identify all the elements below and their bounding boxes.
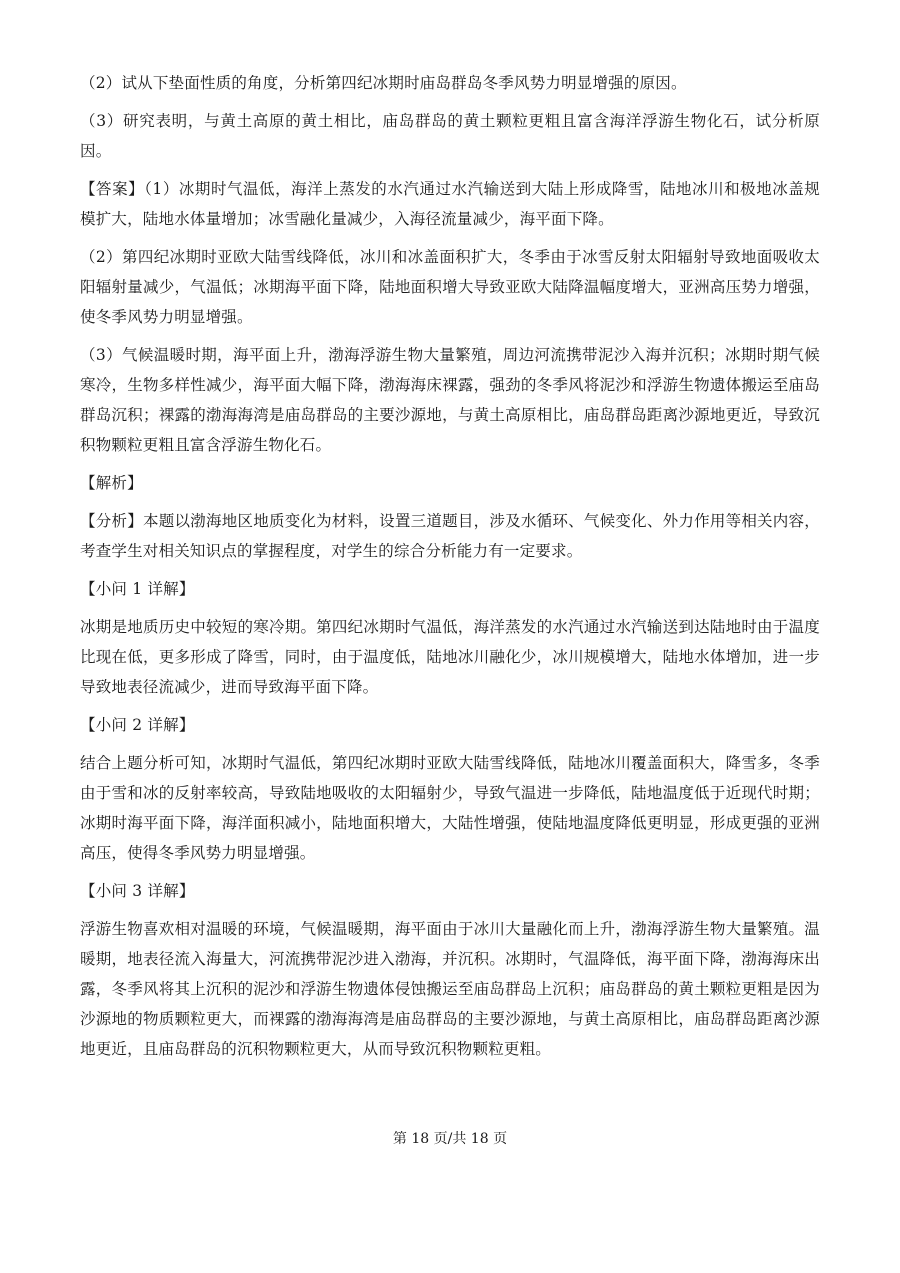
page-footer: 第 18 页/共 18 页 [392, 1131, 508, 1147]
answer-3: （3）气候温暖时期，海平面上升，渤海浮游生物大量繁殖，周边河流携带泥沙入海并沉积；冰期时期气候寒冷，生物多样性减少，海平面大幅下降，渤海海床裸露，强劲的冬季风将泥沙和浮游生物遗体搬运至庙岛群岛沉积；裸露的渤海海湾是庙岛群岛的主要沙源地，与黄土高原相比，庙岛群岛距离沙源地更近，导致沉积物颗粒更粗且富含浮游生物化石。 [80, 346, 820, 454]
detail-3-text: 浮游生物喜欢相对温暖的环境，气候温暖期，海平面由于冰川大量融化而上升，渤海浮游生物大量繁殖。温暖期，地表径流入海量大，河流携带泥沙进入渤海，并沉积。冰期时，气温降低，海平面下降，渤海海床出露，冬季风将其上沉积的泥沙和浮游生物遗体侵蚀搬运至庙岛群岛上沉积；庙岛群岛的黄土颗粒更粗是因为沙源地的物质颗粒更大，而裸露的渤海海湾是庙岛群岛的主要沙源地，与黄土高原相比，庙岛群岛距离沙源地更近，且庙岛群岛的沉积物颗粒更大，从而导致沉积物颗粒更粗。 [80, 920, 820, 1058]
analysis-summary: 【分析】本题以渤海地区地质变化为材料，设置三道题目，涉及水循环、气候变化、外力作用等相关内容，考查学生对相关知识点的掌握程度，对学生的综合分析能力有一定要求。 [80, 512, 820, 560]
detail-2-heading: 【小问 2 详解】 [80, 716, 195, 734]
detail-1-heading: 【小问 1 详解】 [80, 580, 195, 598]
analysis-heading: 【解析】 [80, 474, 143, 492]
answer-1: 【答案】（1）冰期时气温低，海洋上蒸发的水汽通过水汽输送到大陆上形成降雪，陆地冰川和极地冰盖规模扩大，陆地水体量增加；冰雪融化量减少，入海径流量减少，海平面下降。 [80, 180, 820, 228]
question-2: （2）试从下垫面性质的角度，分析第四纪冰期时庙岛群岛冬季风势力明显增强的原因。 [80, 74, 687, 92]
answer-2: （2）第四纪冰期时亚欧大陆雪线降低，冰川和冰盖面积扩大，冬季由于冰雪反射太阳辐射导致地面吸收太阳辐射量减少，气温低；冰期海平面下降，陆地面积增大导致亚欧大陆降温幅度增大，亚洲高压势力增强，使冬季风势力明显增强。 [80, 248, 820, 326]
question-3: （3）研究表明，与黄土高原的黄土相比，庙岛群岛的黄土颗粒更粗且富含海洋浮游生物化石，试分析原因。 [80, 112, 820, 160]
detail-1-text: 冰期是地质历史中较短的寒冷期。第四纪冰期时气温低，海洋蒸发的水汽通过水汽输送到达陆地时由于温度比现在低，更多形成了降雪，同时，由于温度低，陆地冰川融化少，冰川规模增大，陆地水体增加，进一步导致地表径流减少，进而导致海平面下降。 [80, 618, 820, 696]
document-body [80, 68, 820, 1072]
detail-3-heading: 【小问 3 详解】 [80, 882, 195, 900]
detail-2-text: 结合上题分析可知，冰期时气温低，第四纪冰期时亚欧大陆雪线降低，陆地冰川覆盖面积大，降雪多，冬季由于雪和冰的反射率较高，导致陆地吸收的太阳辐射少，导致气温进一步降低，陆地温度低于近现代时期；冰期时海平面下降，海洋面积减小，陆地面积增大，大陆性增强，使陆地温度降低更明显，形成更强的亚洲高压，使得冬季风势力明显增强。 [80, 754, 820, 862]
